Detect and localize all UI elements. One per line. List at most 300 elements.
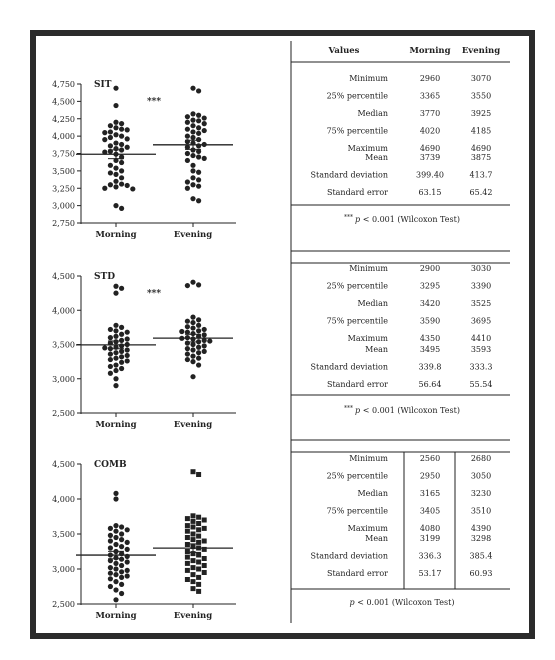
data-point-square — [191, 565, 196, 570]
figure — [36, 36, 529, 633]
data-point — [185, 151, 190, 156]
data-point — [185, 114, 190, 119]
data-point — [190, 153, 195, 158]
stat-name: Mean — [365, 153, 388, 162]
data-point — [113, 356, 118, 361]
stat-name: Maximum — [347, 524, 388, 533]
data-point — [119, 354, 124, 359]
data-point — [190, 163, 195, 168]
data-point — [119, 206, 124, 211]
stat-name: Mean — [365, 345, 388, 354]
stat-morning: 3199 — [419, 534, 441, 543]
data-point — [125, 347, 130, 352]
data-point — [185, 357, 190, 362]
stat-name: 75% percentile — [326, 126, 388, 136]
header-evening: Evening — [461, 46, 501, 56]
data-point — [190, 168, 195, 173]
data-point — [196, 328, 201, 333]
data-point-square — [191, 519, 196, 524]
data-point-square — [196, 553, 201, 558]
data-point — [190, 342, 195, 347]
stats-row — [327, 472, 492, 481]
stat-evening: 60.93 — [469, 569, 493, 578]
stat-name: Maximum — [347, 334, 388, 343]
data-point — [196, 137, 201, 142]
data-point — [108, 571, 113, 576]
data-point — [108, 538, 113, 543]
data-point — [113, 179, 118, 184]
data-point — [119, 134, 124, 139]
data-point — [185, 346, 190, 351]
stat-name: Standard deviation — [310, 362, 388, 372]
data-point — [202, 327, 207, 332]
stat-evening: 3593 — [470, 345, 492, 354]
data-point — [113, 587, 118, 592]
chart-label: STD — [94, 272, 116, 282]
data-point — [190, 175, 195, 180]
data-point — [119, 575, 124, 580]
y-tick-label: 4,000 — [52, 306, 75, 316]
stats-row — [365, 345, 491, 354]
data-point — [113, 184, 118, 189]
data-point — [202, 115, 207, 120]
stats-row — [348, 334, 492, 343]
stats-row — [311, 363, 493, 372]
data-point — [185, 179, 190, 184]
stat-name: 75% percentile — [326, 316, 388, 326]
data-point — [196, 143, 201, 148]
stats-row — [327, 282, 492, 291]
data-point — [113, 291, 118, 296]
data-point — [113, 165, 118, 170]
data-point — [113, 491, 118, 496]
stat-evening: 3070 — [470, 74, 492, 83]
data-point — [113, 383, 118, 388]
data-point — [125, 145, 130, 150]
data-point — [190, 129, 195, 134]
data-point — [202, 121, 207, 126]
stat-name: Standard deviation — [310, 170, 388, 180]
stat-morning: 3405 — [419, 506, 441, 516]
y-tick-label: 3,750 — [52, 149, 75, 159]
data-point — [119, 366, 124, 371]
data-point — [190, 86, 195, 91]
stat-evening: 4690 — [470, 144, 492, 153]
data-point — [113, 579, 118, 584]
data-point — [108, 526, 113, 531]
stat-name: Standard error — [326, 188, 388, 197]
data-point — [113, 597, 118, 602]
footnote-text: < 0.001 (Wilcoxon Test) — [360, 215, 460, 224]
data-point — [108, 351, 113, 356]
data-point — [113, 284, 118, 289]
data-point — [119, 563, 124, 568]
stat-evening: 3050 — [470, 471, 492, 481]
data-point — [113, 140, 118, 145]
stats-row — [327, 507, 492, 516]
data-point-square — [191, 558, 196, 563]
data-point — [113, 529, 118, 534]
stat-morning: 339.8 — [418, 362, 442, 372]
data-point — [119, 325, 124, 330]
data-point-square — [185, 561, 190, 566]
stat-evening: 4390 — [470, 524, 492, 533]
data-point — [119, 121, 124, 126]
significance-marker: *** — [146, 97, 162, 107]
data-point — [119, 360, 124, 365]
stat-evening: 65.42 — [469, 188, 493, 197]
data-point — [125, 358, 130, 363]
data-point — [113, 572, 118, 577]
data-point — [119, 569, 124, 574]
stats-row — [327, 188, 492, 197]
y-tick-label: 3,500 — [52, 340, 75, 350]
data-point — [190, 280, 195, 285]
stat-name: Minimum — [349, 74, 388, 83]
data-point — [113, 523, 118, 528]
x-tick-label-evening: Evening — [173, 420, 213, 430]
data-point — [202, 343, 207, 348]
stat-morning: 3420 — [419, 299, 441, 308]
y-tick-label: 3,500 — [52, 530, 75, 539]
data-point — [119, 524, 124, 529]
stat-morning: 4350 — [419, 334, 441, 343]
data-point — [196, 88, 201, 93]
data-point-square — [185, 542, 190, 547]
data-point — [113, 125, 118, 130]
data-point — [113, 328, 118, 333]
stats-row — [348, 144, 492, 153]
data-point — [185, 324, 190, 329]
data-point-square — [185, 529, 190, 534]
data-point — [196, 125, 201, 130]
data-point-square — [196, 589, 201, 594]
stats-row — [311, 552, 493, 561]
data-point-square — [191, 532, 196, 537]
data-point — [125, 547, 130, 552]
x-tick-label-morning: Morning — [95, 611, 137, 621]
data-point — [196, 350, 201, 355]
data-point — [196, 323, 201, 328]
stats-row — [327, 92, 492, 101]
stats-row — [348, 524, 492, 533]
data-point — [125, 183, 130, 188]
data-point-square — [196, 521, 201, 526]
data-point — [196, 356, 201, 361]
stat-morning: 4020 — [419, 126, 441, 136]
data-point — [113, 334, 118, 339]
footnote — [344, 405, 460, 415]
stat-evening: 3298 — [470, 534, 492, 543]
data-point — [190, 347, 195, 352]
data-point — [119, 168, 124, 173]
data-point — [130, 186, 135, 191]
data-point — [125, 330, 130, 335]
data-point — [196, 118, 201, 123]
data-point-square — [202, 563, 207, 568]
data-point — [185, 341, 190, 346]
y-tick-label: 4,500 — [52, 97, 75, 107]
data-point — [119, 544, 124, 549]
stats-row — [311, 171, 493, 180]
data-point-square — [196, 567, 201, 572]
stat-name: Minimum — [349, 454, 388, 463]
footnote-p: p — [355, 406, 361, 415]
data-point — [185, 120, 190, 125]
data-point-square — [185, 577, 190, 582]
stat-morning: 3590 — [419, 316, 441, 326]
stat-evening: 3550 — [470, 91, 492, 101]
stat-morning: 4690 — [419, 144, 441, 153]
stat-name: 75% percentile — [326, 506, 388, 516]
stat-name: Median — [357, 109, 388, 118]
header-morning: Morning — [409, 46, 451, 56]
data-point-square — [191, 572, 196, 577]
stat-evening: 3030 — [470, 264, 492, 273]
data-point-square — [196, 515, 201, 520]
data-point — [125, 527, 130, 532]
data-point — [190, 359, 195, 364]
stat-morning: 3365 — [419, 91, 441, 101]
y-tick-label: 4,250 — [52, 114, 75, 124]
footnote-text: < 0.001 (Wilcoxon Test) — [354, 598, 455, 607]
footnote — [344, 214, 460, 224]
stats-table-std — [291, 251, 510, 415]
chart-label: COMB — [94, 460, 127, 470]
stat-morning: 3739 — [419, 153, 441, 162]
data-point — [190, 196, 195, 201]
data-point-square — [191, 513, 196, 518]
stat-name: Minimum — [349, 264, 388, 273]
data-point — [108, 545, 113, 550]
footnote — [350, 598, 455, 607]
data-point — [196, 198, 201, 203]
stat-morning: 3165 — [419, 489, 441, 498]
y-tick-label: 2,500 — [52, 600, 75, 609]
footnote-p: p — [355, 215, 361, 224]
stat-morning: 2950 — [419, 471, 441, 481]
data-point — [113, 172, 118, 177]
data-point — [185, 319, 190, 324]
data-point — [190, 111, 195, 116]
data-point — [102, 186, 107, 191]
data-point — [108, 364, 113, 369]
data-point-square — [196, 575, 201, 580]
stat-name: 25% percentile — [326, 471, 388, 481]
charts-column — [52, 80, 236, 621]
data-point — [185, 186, 190, 191]
data-point — [125, 127, 130, 132]
chart-sit — [52, 80, 236, 240]
y-tick-label: 4,000 — [52, 132, 75, 142]
data-point — [113, 203, 118, 208]
data-point-square — [196, 472, 201, 477]
data-point — [108, 576, 113, 581]
data-point — [102, 130, 107, 135]
data-point — [119, 582, 124, 587]
stat-evening: 55.54 — [469, 380, 493, 389]
stat-evening: 3925 — [470, 109, 492, 118]
y-tick-label: 2,500 — [52, 409, 75, 418]
footnote-text: < 0.001 (Wilcoxon Test) — [360, 406, 460, 415]
data-point — [108, 565, 113, 570]
data-point — [119, 349, 124, 354]
stats-row — [327, 317, 492, 326]
data-point — [190, 118, 195, 123]
data-point — [185, 134, 190, 139]
data-point-square — [202, 539, 207, 544]
stat-morning: 399.40 — [416, 170, 444, 180]
stat-evening: 3695 — [470, 316, 492, 326]
data-point — [108, 357, 113, 362]
data-point — [196, 113, 201, 118]
stats-row — [327, 127, 492, 136]
stat-evening: 4410 — [470, 334, 492, 343]
data-point — [190, 135, 195, 140]
data-point — [202, 156, 207, 161]
data-point — [196, 362, 201, 367]
data-point-square — [202, 526, 207, 531]
footnote-p: p — [349, 598, 355, 607]
stat-evening: 3230 — [470, 489, 492, 498]
data-point — [190, 123, 195, 128]
stats-table-sit — [291, 74, 510, 224]
data-point — [113, 376, 118, 381]
y-tick-label: 2,750 — [52, 219, 75, 228]
data-point — [185, 127, 190, 132]
figure-frame — [30, 30, 535, 639]
data-point-square — [191, 537, 196, 542]
stat-evening: 385.4 — [469, 551, 493, 561]
data-point — [196, 184, 201, 189]
data-point — [125, 573, 130, 578]
y-tick-label: 3,250 — [52, 184, 75, 194]
data-point-square — [185, 535, 190, 540]
data-point — [196, 170, 201, 175]
data-point — [119, 160, 124, 165]
stat-name: Maximum — [347, 144, 388, 153]
data-point — [113, 362, 118, 367]
header-values: Values — [328, 46, 360, 56]
stats-row — [349, 454, 491, 463]
stat-morning: 2900 — [419, 264, 441, 273]
data-point — [113, 542, 118, 547]
data-point — [119, 591, 124, 596]
data-point — [113, 350, 118, 355]
data-point — [125, 336, 130, 341]
data-point — [179, 329, 184, 334]
stat-morning: 336.3 — [418, 551, 442, 561]
data-point-square — [196, 534, 201, 539]
data-point — [102, 345, 107, 350]
data-point — [185, 283, 190, 288]
chart-std — [52, 272, 236, 430]
stat-evening: 3875 — [470, 153, 492, 162]
data-point-square — [185, 516, 190, 521]
chart-label: SIT — [94, 80, 112, 90]
stat-name: 25% percentile — [326, 91, 388, 101]
stat-morning: 3295 — [419, 281, 441, 291]
y-tick-label: 3,000 — [52, 201, 75, 211]
stat-morning: 4080 — [419, 524, 441, 533]
data-point — [196, 317, 201, 322]
data-point — [190, 182, 195, 187]
stats-row — [357, 299, 491, 308]
data-point-square — [185, 568, 190, 573]
data-point — [196, 154, 201, 159]
data-point — [108, 143, 113, 148]
stats-row — [349, 74, 491, 83]
data-point — [202, 332, 207, 337]
stat-evening: 333.3 — [469, 362, 493, 372]
stat-name: Standard error — [326, 569, 388, 578]
stat-evening: 413.7 — [469, 170, 493, 180]
data-point-square — [185, 555, 190, 560]
stat-name: Standard error — [326, 380, 388, 389]
data-point — [108, 371, 113, 376]
stat-evening: 3390 — [470, 281, 492, 291]
data-point — [119, 127, 124, 132]
stats-tables — [291, 41, 510, 623]
data-point — [202, 349, 207, 354]
stats-row — [327, 380, 492, 389]
data-point — [190, 320, 195, 325]
data-point — [119, 175, 124, 180]
data-point-square — [191, 525, 196, 530]
data-point — [119, 286, 124, 291]
data-point — [119, 338, 124, 343]
data-point — [119, 142, 124, 147]
data-point — [207, 338, 212, 343]
data-point — [108, 123, 113, 128]
data-point — [108, 182, 113, 187]
stat-evening: 2680 — [470, 454, 492, 463]
data-point — [119, 537, 124, 542]
stat-name: Median — [357, 489, 388, 498]
stats-row — [357, 489, 491, 498]
stat-morning: 56.64 — [418, 380, 442, 389]
footnote-stars: *** — [344, 405, 354, 412]
y-tick-label: 4,500 — [52, 272, 75, 281]
data-point — [119, 181, 124, 186]
data-point — [125, 353, 130, 358]
data-point — [119, 332, 124, 337]
data-point — [108, 135, 113, 140]
data-point — [119, 343, 124, 348]
data-point — [125, 568, 130, 573]
stat-evening: 3510 — [470, 506, 492, 516]
stat-morning: 2960 — [419, 74, 441, 83]
data-point — [190, 325, 195, 330]
chart-comb — [52, 460, 236, 621]
stat-morning: 3770 — [419, 109, 441, 118]
y-tick-label: 4,000 — [52, 495, 75, 504]
x-tick-label-evening: Evening — [173, 611, 213, 621]
data-point — [113, 103, 118, 108]
data-point — [113, 561, 118, 566]
x-tick-label-morning: Morning — [95, 230, 137, 240]
stat-name: Mean — [365, 534, 388, 543]
data-point — [108, 327, 113, 332]
data-point — [108, 129, 113, 134]
stat-name: 25% percentile — [326, 281, 388, 291]
data-point — [113, 132, 118, 137]
data-point-square — [191, 579, 196, 584]
data-point-square — [202, 570, 207, 575]
data-point-square — [202, 518, 207, 523]
data-point — [108, 533, 113, 538]
y-tick-label: 4,500 — [52, 460, 75, 469]
